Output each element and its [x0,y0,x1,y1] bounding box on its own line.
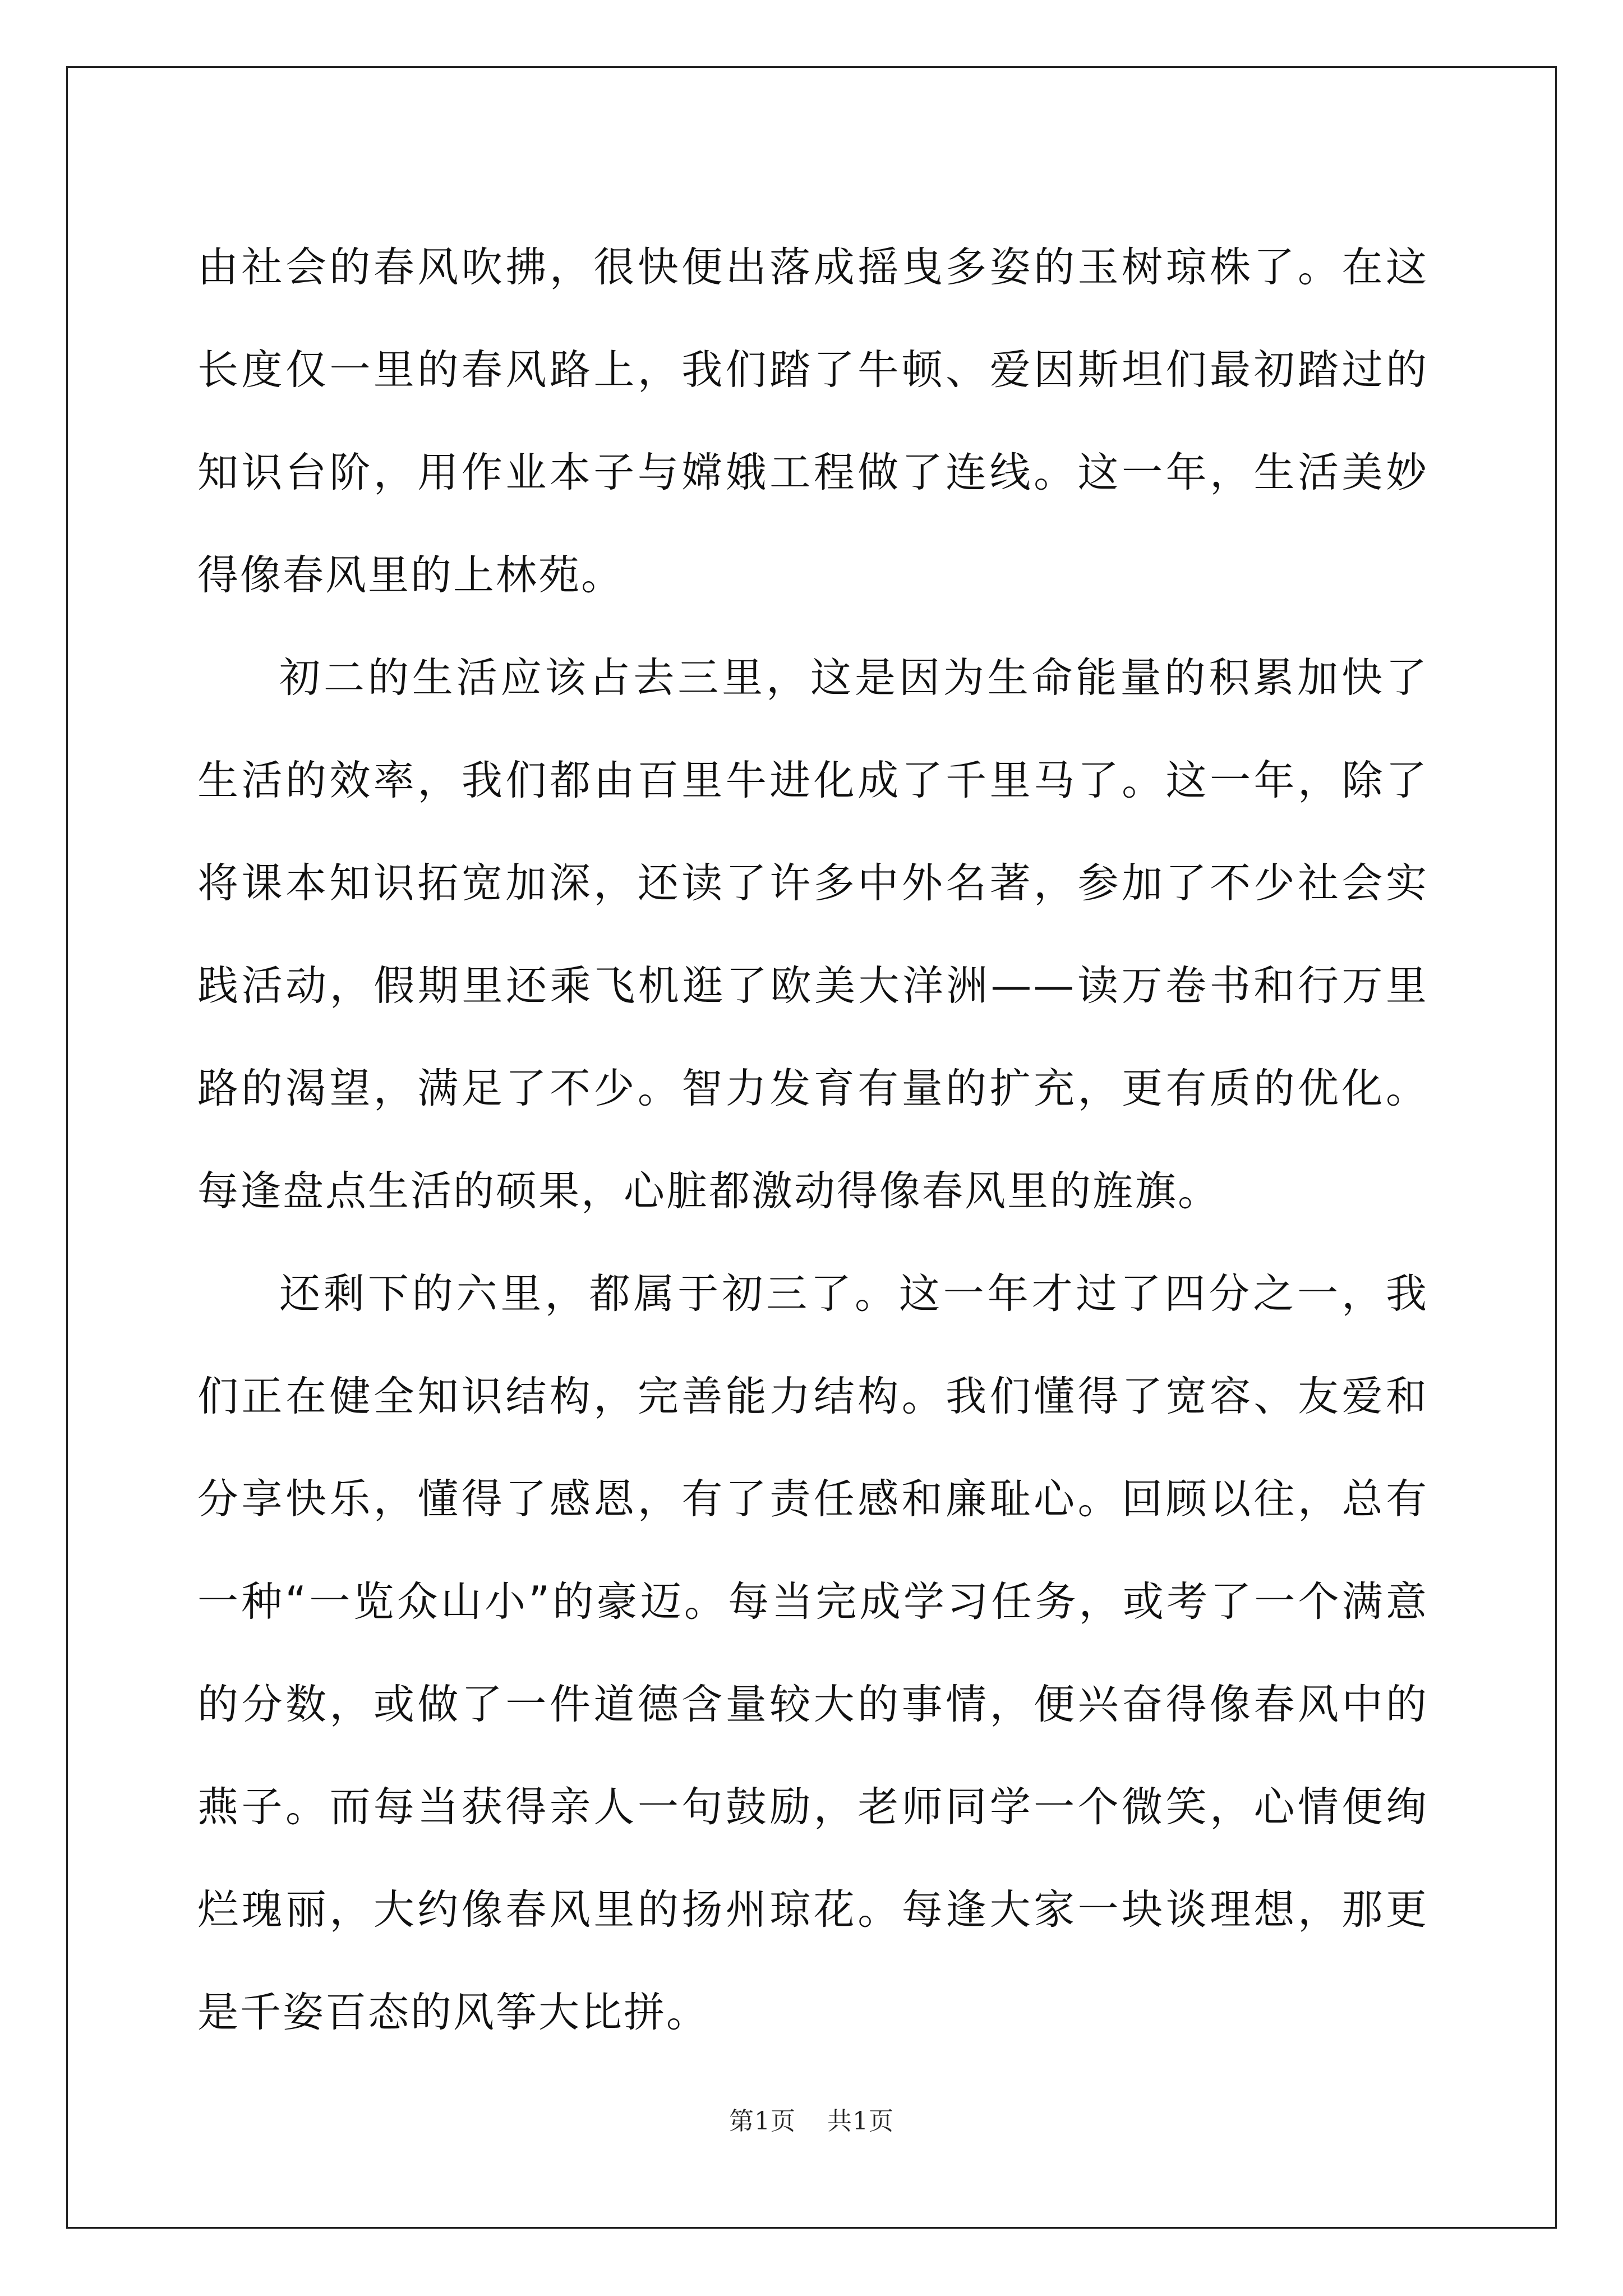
paragraph-3: 还剩下的六里，都属于初三了。这一年才过了四分之一，我们正在健全知识结构，完善能力结构。我们懂得了宽容、友爱和分享快乐，懂得了感恩，有了责任感和廉耻心。回顾以往，总有一种“一览众山小”的豪迈。每当完成学习任务，或考了一个满意的分数，或做了一件道德含量较大的事情，便兴奋得像春风中的燕子。而每当获得亲人一句鼓励，老师同学一个微笑，心情便绚烂瑰丽，大约像春风里的扬州琼花。每逢大家一块谈理想，那更是千姿百态的风筝大比拼。 [197,1270,1428,2036]
paragraph-2: 初二的生活应该占去三里，这是因为生命能量的积累加快了生活的效率，我们都由百里牛进化成了千里马了。这一年，除了将课本知识拓宽加深，还读了许多中外名著，参加了不少社会实践活动，假期里还乘飞机逛了欧美大洋洲——读万卷书和行万里路的渴望，满足了不少。智力发育有量的扩充，更有质的优化。每逢盘点生活的硕果，心脏都激动得像春风里的旌旗。 [197,654,1428,1215]
paragraph-1: 由社会的春风吹拂，很快便出落成摇曳多姿的玉树琼株了。在这长度仅一里的春风路上，我们踏了牛顿、爱因斯坦们最初踏过的知识台阶，用作业本子与嫦娥工程做了连线。这一年，生活美妙得像春风里的上林苑。 [197,243,1428,599]
document-body [197,216,1428,2064]
page-total: 共1页 [827,2107,894,2136]
page-footer [0,2101,1623,2137]
page-number: 第1页 [729,2107,796,2136]
